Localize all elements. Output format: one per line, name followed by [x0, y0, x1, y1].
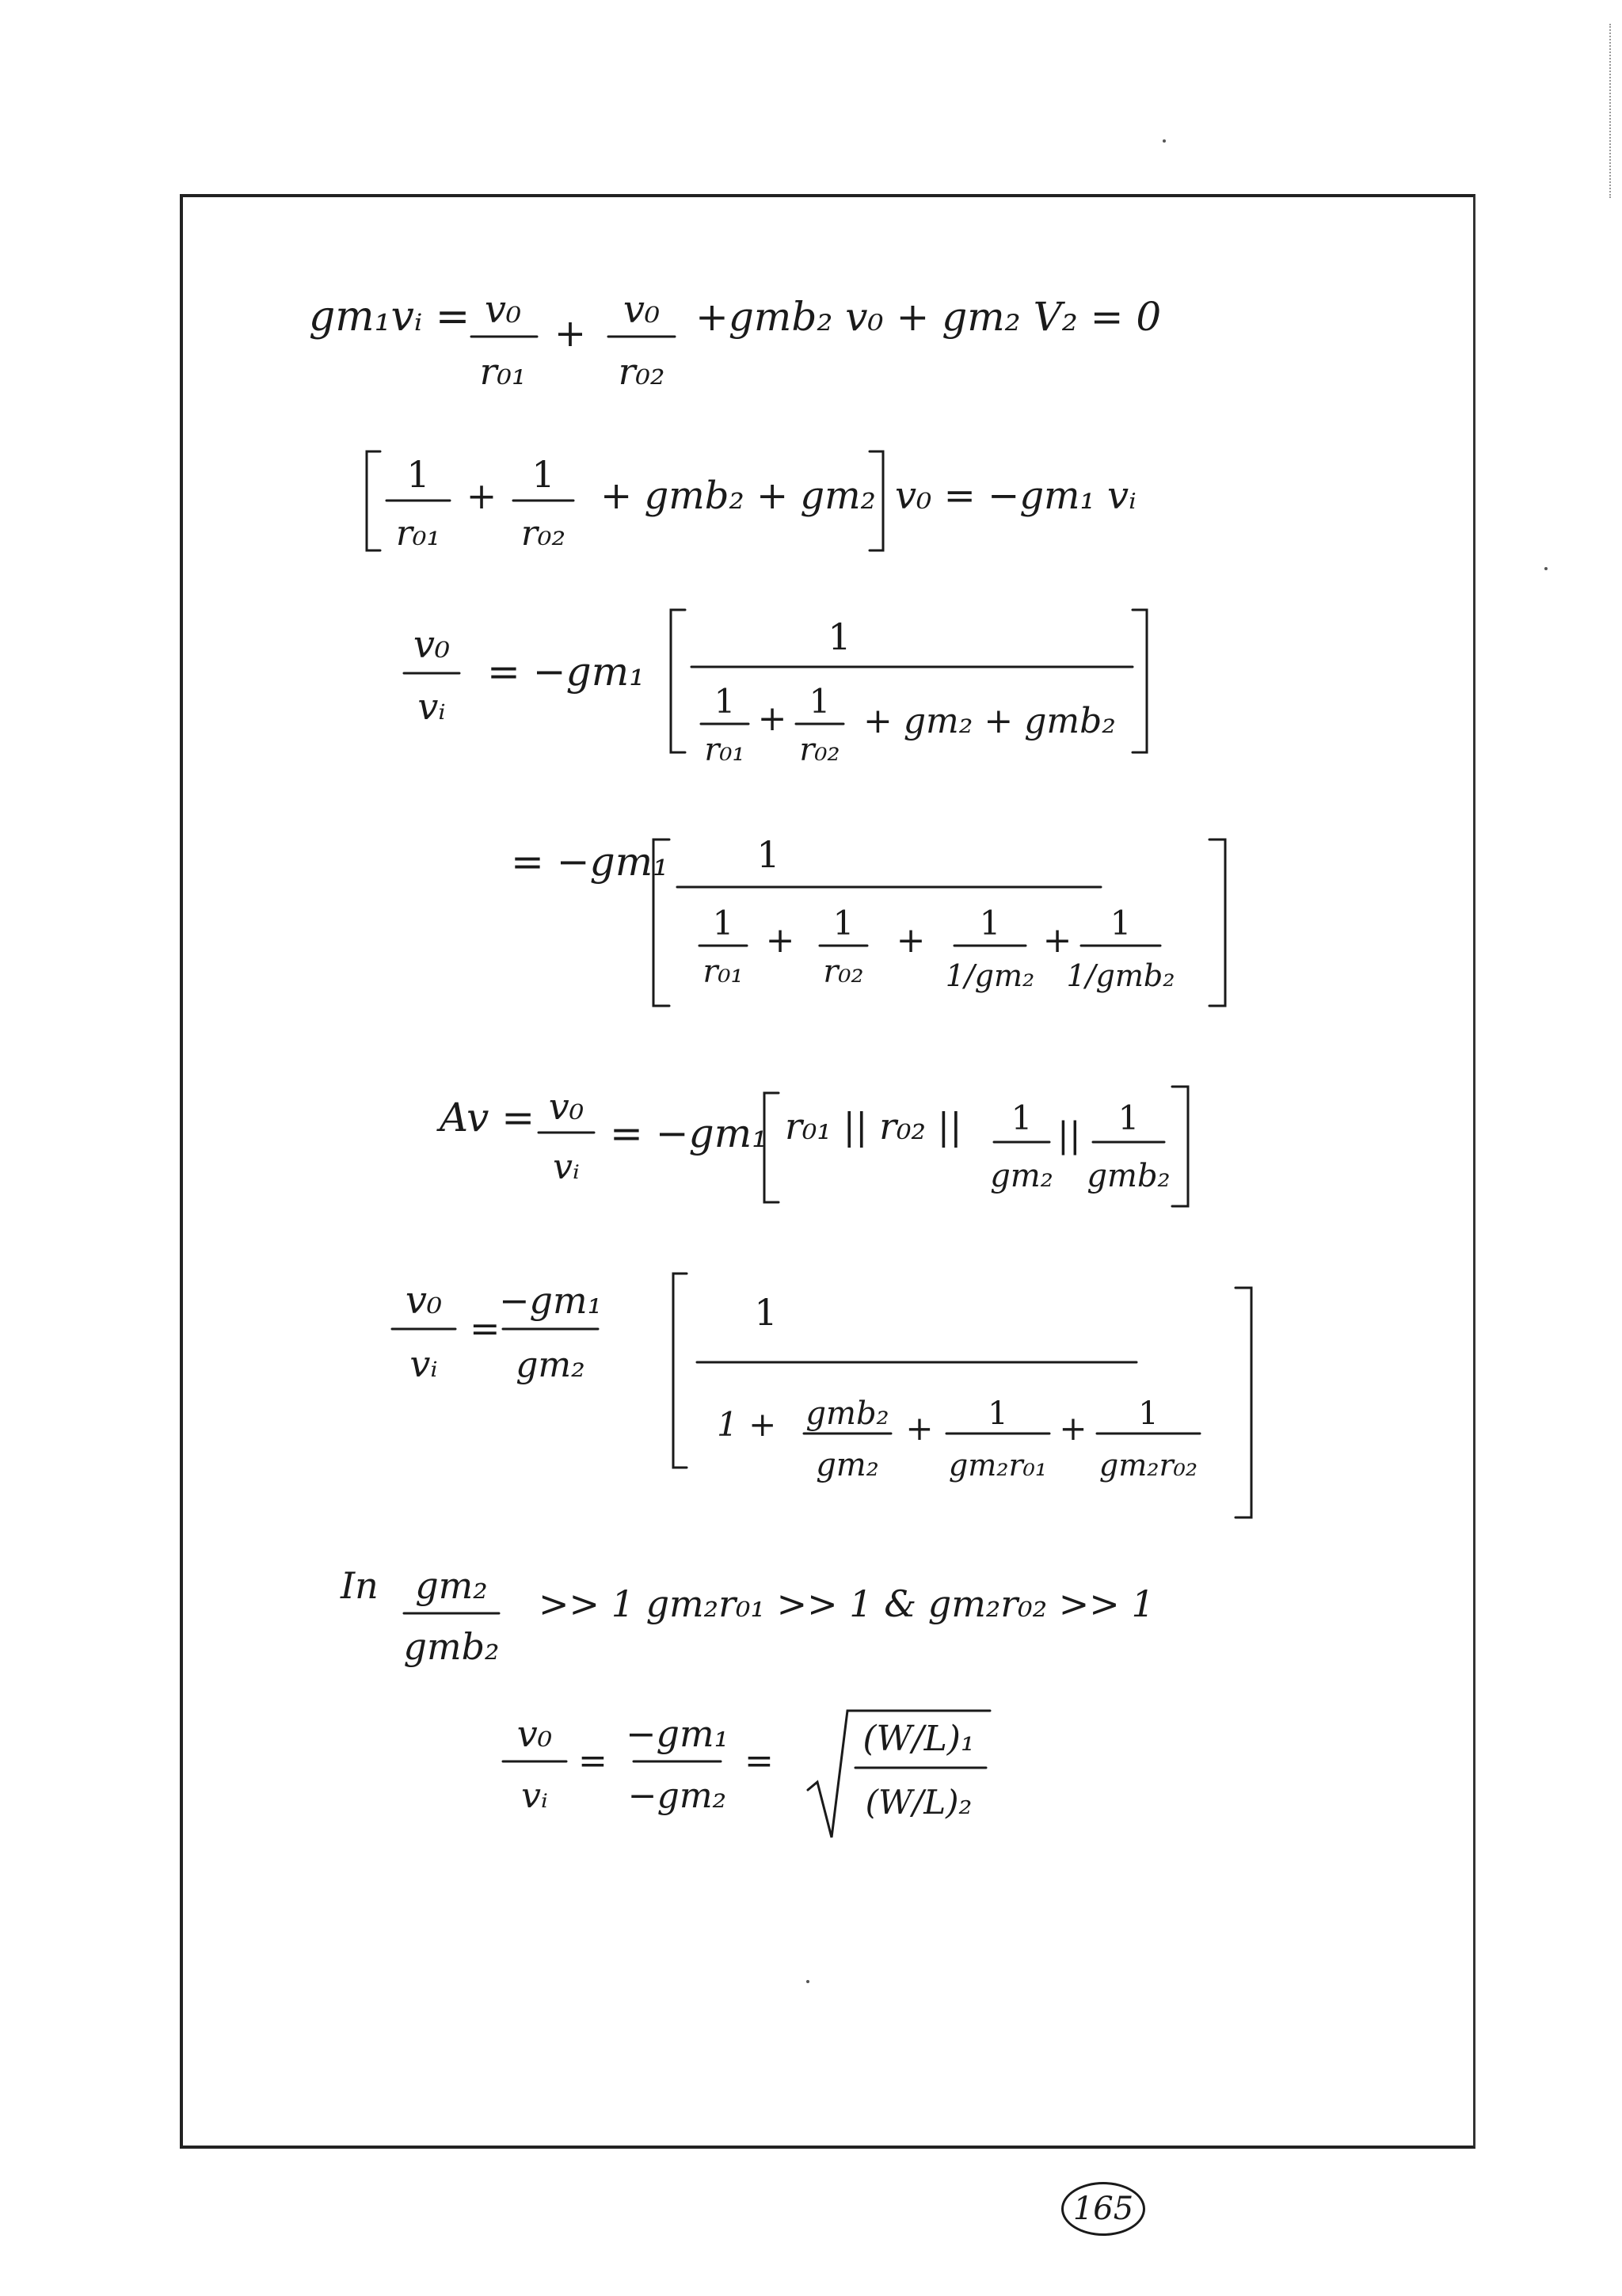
eq4-plus2: +	[896, 920, 926, 961]
eq4-d4-num: 1	[1110, 904, 1132, 942]
eq4-d1-num: 1	[712, 904, 734, 942]
eq5-f2-num: 1	[1118, 1099, 1140, 1137]
eq4-main-num: 1	[756, 833, 780, 876]
eq6-lhs-num: v₀	[405, 1278, 443, 1323]
eq8-eq1: =	[578, 1741, 607, 1781]
eq6-plus1: +	[905, 1409, 934, 1448]
equation-2	[363, 444, 1234, 562]
eq3-main-num: 1	[828, 615, 851, 658]
eq1-term1-den: r₀₁	[479, 350, 527, 393]
eq8-lhs-num: v₀	[516, 1712, 553, 1755]
eq2-frac2-den: r₀₂	[520, 513, 566, 554]
eq3-lhs-num: v₀	[413, 623, 451, 667]
eq3-plus: +	[757, 699, 787, 739]
eq5-f1-den: gm₂	[990, 1158, 1053, 1194]
equation-3	[400, 602, 1192, 792]
eq6-t3-den: gm₂r₀₂	[1098, 1448, 1198, 1483]
eq8-mid-num: −gm₁	[625, 1712, 729, 1755]
eq4-d4-den: 1/gmb₂	[1066, 958, 1175, 993]
eq7-rest: >> 1 gm₂r₀₁ >> 1 & gm₂r₀₂ >> 1	[539, 1582, 1155, 1625]
stray-dot	[1163, 139, 1166, 143]
eq5-sep: ||	[1057, 1115, 1081, 1156]
eq6-lhs-den: vᵢ	[409, 1342, 438, 1385]
eq6-left-bracket	[673, 1274, 687, 1468]
eq1-lhs: gm₁vᵢ =	[309, 293, 470, 341]
eq1-term2-num: v₀	[623, 287, 661, 332]
eq5-den: vᵢ	[553, 1147, 580, 1187]
eq3-d2-den: r₀₂	[799, 732, 840, 768]
stray-dot	[806, 1980, 809, 1983]
eq6-eq: =	[470, 1307, 501, 1350]
page-number: 165	[1061, 2182, 1145, 2236]
equation-8	[499, 1703, 1101, 1861]
eq1-rest: +gmb₂ v₀ + gm₂ V₂ = 0	[695, 294, 1162, 340]
eq8-root-num: (W/L)₁	[862, 1719, 975, 1759]
eq6-t1-num: gmb₂	[805, 1395, 889, 1432]
eq5-parallel: r₀₁ || r₀₂ ||	[785, 1105, 962, 1148]
eq1-term2-den: r₀₂	[618, 350, 665, 393]
eq4-right-bracket	[1209, 840, 1225, 1006]
eq3-lhs-den: vᵢ	[417, 685, 446, 728]
eq5-num: v₀	[548, 1085, 584, 1128]
eq6-right-bracket	[1236, 1288, 1251, 1517]
eq8-root-den: (W/L)₂	[865, 1783, 973, 1822]
eq3-coef: = −gm₁	[487, 649, 645, 695]
eq3-left-bracket	[671, 610, 685, 752]
equation-1	[309, 281, 1259, 400]
eq3-right-bracket	[1133, 610, 1147, 752]
eq4-d2-num: 1	[832, 904, 855, 942]
eq4-d3-den: 1/gm₂	[945, 958, 1035, 993]
eq8-lhs-den: vᵢ	[521, 1776, 548, 1816]
equation-6	[384, 1266, 1279, 1519]
eq6-t1-den: gm₂	[816, 1447, 879, 1483]
eq5-lhs: Av =	[440, 1095, 535, 1140]
eq4-plus1: +	[765, 920, 795, 961]
eq3-tail: + gm₂ + gmb₂	[863, 701, 1116, 741]
eq3-d2-num: 1	[809, 682, 831, 721]
eq5-coef: = −gm₁	[610, 1110, 768, 1156]
eq6-t2-num: 1	[988, 1395, 1008, 1432]
eq4-d3-num: 1	[979, 904, 1001, 942]
eq4-coef: = −gm₁	[511, 839, 669, 885]
eq6-main-num: 1	[754, 1291, 778, 1334]
eq6-coef-num: −gm₁	[498, 1279, 603, 1322]
eq6-t3-num: 1	[1138, 1395, 1159, 1432]
eq6-lead: 1 +	[717, 1405, 777, 1444]
eq3-d1-num: 1	[714, 682, 736, 721]
eq6-t2-den: gm₂r₀₁	[948, 1448, 1048, 1483]
eq5-f1-num: 1	[1011, 1099, 1033, 1137]
eq5-right-bracket	[1172, 1087, 1188, 1206]
eq2-left-bracket	[367, 451, 380, 550]
eq7-cond-den: gmb₂	[403, 1625, 500, 1668]
equation-5	[440, 1076, 1271, 1218]
eq6-plus2: +	[1059, 1409, 1087, 1448]
eq6-coef-den: gm₂	[516, 1345, 585, 1385]
eq7-intro: In	[341, 1564, 379, 1607]
eq4-d1-den: r₀₁	[702, 954, 744, 990]
eq7-cond-num: gm₂	[415, 1564, 488, 1607]
margin-scan-marks	[1605, 24, 1611, 198]
eq2-frac1-den: r₀₁	[395, 513, 441, 554]
eq5-f2-den: gmb₂	[1087, 1158, 1171, 1194]
eq3-d1-den: r₀₁	[704, 732, 745, 768]
eq4-d2-den: r₀₂	[823, 954, 864, 990]
eq2-frac2-num: 1	[531, 453, 555, 496]
eq2-frac1-num: 1	[406, 453, 430, 496]
eq2-rhs: v₀ = −gm₁ vᵢ	[895, 474, 1137, 518]
eq8-mid-den: −gm₂	[627, 1776, 727, 1816]
eq1-plus: +	[554, 311, 587, 356]
eq2-inner: + gmb₂ + gm₂	[600, 474, 876, 518]
eq2-plus: +	[466, 474, 497, 517]
equation-4	[511, 824, 1271, 1022]
equation-7	[341, 1555, 1291, 1681]
stray-dot	[1544, 567, 1548, 570]
eq4-plus3: +	[1042, 920, 1072, 961]
eq8-eq2: =	[744, 1741, 774, 1781]
eq1-term1-num: v₀	[484, 287, 522, 332]
